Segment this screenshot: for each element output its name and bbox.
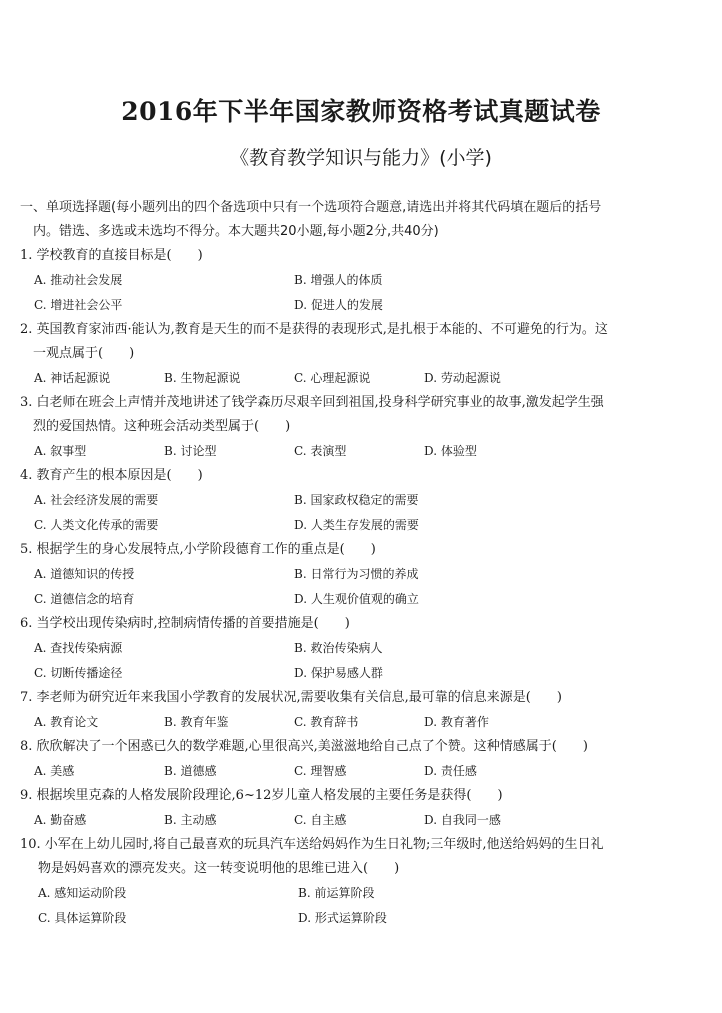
option-c[interactable]: C. 理智感 bbox=[294, 764, 347, 778]
option-b[interactable]: B. 日常行为习惯的养成 bbox=[294, 567, 419, 581]
question-7 bbox=[20, 686, 688, 735]
question-stem-cont: 一观点属于( ) bbox=[33, 346, 135, 361]
option-list bbox=[20, 710, 688, 735]
option-a[interactable]: A. 美感 bbox=[34, 764, 75, 778]
option-a[interactable]: A. 社会经济发展的需要 bbox=[34, 493, 159, 507]
option-b[interactable]: B. 教育年鉴 bbox=[164, 715, 229, 729]
option-c[interactable]: C. 教育辞书 bbox=[294, 715, 359, 729]
option-c[interactable]: C. 切断传播途径 bbox=[34, 666, 123, 680]
option-c[interactable]: C. 自主感 bbox=[294, 813, 347, 827]
option-c[interactable]: C. 道德信念的培育 bbox=[34, 592, 135, 606]
question-5 bbox=[20, 538, 688, 612]
option-list bbox=[20, 759, 688, 784]
exam-subtitle: 《教育教学知识与能力》(小学) bbox=[230, 147, 492, 169]
question-6 bbox=[20, 612, 688, 686]
option-b[interactable]: B. 生物起源说 bbox=[164, 371, 241, 385]
option-d[interactable]: D. 教育著作 bbox=[424, 715, 489, 729]
option-c[interactable]: C. 具体运算阶段 bbox=[38, 911, 127, 925]
option-c[interactable]: C. 心理起源说 bbox=[294, 371, 371, 385]
option-d[interactable]: D. 体验型 bbox=[424, 444, 477, 458]
option-d[interactable]: D. 形式运算阶段 bbox=[298, 911, 387, 925]
section-instructions bbox=[20, 196, 688, 244]
option-list bbox=[20, 366, 688, 391]
option-b[interactable]: B. 前运算阶段 bbox=[298, 886, 375, 900]
question-3 bbox=[20, 391, 688, 464]
option-list bbox=[20, 268, 688, 318]
option-a[interactable]: A. 推动社会发展 bbox=[34, 273, 123, 287]
option-list bbox=[20, 439, 688, 464]
question-stem: 2. 英国教育家沛西·能认为,教育是天生的而不是获得的表现形式,是扎根于本能的、不可避免的行为。这 bbox=[20, 322, 608, 337]
option-c[interactable]: C. 人类文化传承的需要 bbox=[34, 518, 159, 532]
option-list bbox=[20, 808, 688, 833]
question-10 bbox=[20, 833, 688, 931]
option-list bbox=[20, 881, 688, 931]
option-a[interactable]: A. 叙事型 bbox=[34, 444, 87, 458]
option-b[interactable]: B. 救治传染病人 bbox=[294, 641, 383, 655]
option-b[interactable]: B. 讨论型 bbox=[164, 444, 217, 458]
question-stem: 7. 李老师为研究近年来我国小学教育的发展状况,需要收集有关信息,最可靠的信息来源是( ) bbox=[20, 690, 562, 705]
question-stem: 6. 当学校出现传染病时,控制病情传播的首要措施是( ) bbox=[20, 616, 350, 631]
question-8 bbox=[20, 735, 688, 784]
question-stem: 1. 学校教育的直接目标是( ) bbox=[20, 248, 203, 263]
question-2 bbox=[20, 318, 688, 391]
question-stem-cont: 烈的爱国热情。这种班会活动类型属于( ) bbox=[33, 419, 291, 434]
question-4 bbox=[20, 464, 688, 538]
exam-content bbox=[20, 196, 688, 931]
option-a[interactable]: A. 教育论文 bbox=[34, 715, 99, 729]
option-d[interactable]: D. 人生观价值观的确立 bbox=[294, 592, 419, 606]
section-instructions-line2: 内。错选、多选或未选均不得分。本大题共20小题,每小题2分,共40分) bbox=[33, 224, 439, 239]
option-a[interactable]: A. 神话起源说 bbox=[34, 371, 111, 385]
question-stem: 10. 小军在上幼儿园时,将自己最喜欢的玩具汽车送给妈妈作为生日礼物;三年级时,他送给妈妈的生日礼 bbox=[20, 837, 604, 852]
question-stem: 3. 白老师在班会上声情并茂地讲述了钱学森历尽艰辛回到祖国,投身科学研究事业的故事,激发起学生强 bbox=[20, 395, 604, 410]
question-stem: 5. 根据学生的身心发展特点,小学阶段德育工作的重点是( ) bbox=[20, 542, 376, 557]
question-stem-cont: 物是妈妈喜欢的漂亮发夹。这一转变说明他的思维已进入( ) bbox=[38, 861, 400, 876]
option-a[interactable]: A. 勤奋感 bbox=[34, 813, 87, 827]
option-list bbox=[20, 562, 688, 612]
option-b[interactable]: B. 主动感 bbox=[164, 813, 217, 827]
option-d[interactable]: D. 促进人的发展 bbox=[294, 298, 383, 312]
option-b[interactable]: B. 增强人的体质 bbox=[294, 273, 383, 287]
option-list bbox=[20, 488, 688, 538]
question-stem: 4. 教育产生的根本原因是( ) bbox=[20, 468, 203, 483]
question-stem: 9. 根据埃里克森的人格发展阶段理论,6~12岁儿童人格发展的主要任务是获得( ) bbox=[20, 788, 503, 803]
option-list bbox=[20, 636, 688, 686]
question-9 bbox=[20, 784, 688, 833]
option-b[interactable]: B. 道德感 bbox=[164, 764, 217, 778]
section-instructions-line1: 一、单项选择题(每小题列出的四个备选项中只有一个选项符合题意,请选出并将其代码填在题后的括号 bbox=[20, 200, 602, 215]
exam-title: 2016年下半年国家教师资格考试真题试卷 bbox=[121, 97, 601, 126]
question-1 bbox=[20, 244, 688, 318]
question-stem: 8. 欣欣解决了一个困惑已久的数学难题,心里很高兴,美滋滋地给自己点了个赞。这种情感属于( ) bbox=[20, 739, 588, 754]
option-a[interactable]: A. 道德知识的传授 bbox=[34, 567, 135, 581]
option-c[interactable]: C. 表演型 bbox=[294, 444, 347, 458]
option-a[interactable]: A. 查找传染病源 bbox=[34, 641, 123, 655]
option-a[interactable]: A. 感知运动阶段 bbox=[38, 886, 127, 900]
option-d[interactable]: D. 人类生存发展的需要 bbox=[294, 518, 419, 532]
option-b[interactable]: B. 国家政权稳定的需要 bbox=[294, 493, 419, 507]
option-c[interactable]: C. 增进社会公平 bbox=[34, 298, 123, 312]
option-d[interactable]: D. 劳动起源说 bbox=[424, 371, 501, 385]
option-d[interactable]: D. 责任感 bbox=[424, 764, 477, 778]
option-d[interactable]: D. 自我同一感 bbox=[424, 813, 501, 827]
option-d[interactable]: D. 保护易感人群 bbox=[294, 666, 383, 680]
